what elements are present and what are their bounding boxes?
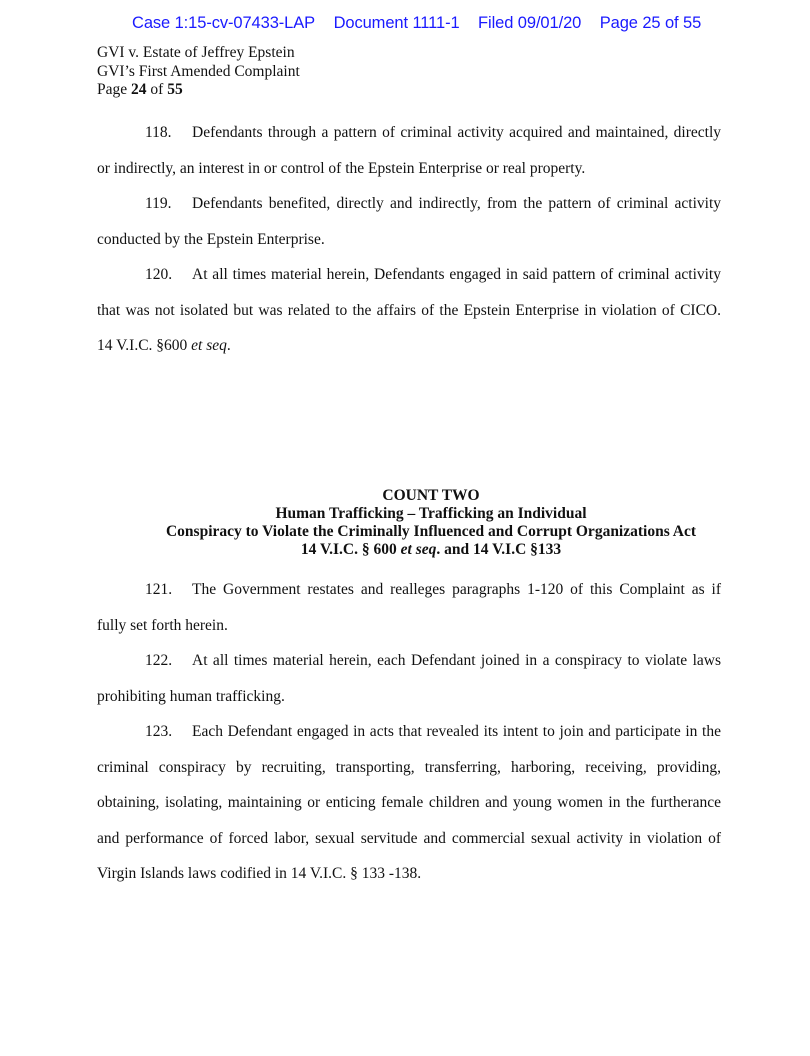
filing-page-number: Page 25 of 55 bbox=[599, 14, 702, 32]
filing-stamp-header bbox=[132, 14, 701, 33]
count-subtitle: Human Trafficking – Trafficking an Individual bbox=[275, 505, 587, 522]
paragraph-number: 123. bbox=[145, 723, 173, 740]
paragraph-120: 120. At all times material herein, Defendants engaged in said pattern of criminal activity that was not isolated but was related to the affairs of the Epstein Enterprise in violation of CICO. 14 V.I.C. §600 et seq. bbox=[97, 257, 721, 364]
paragraph-122: 122. At all times material herein, each Defendant joined in a conspiracy to violate laws prohibiting human trafficking. bbox=[97, 643, 721, 714]
paragraphs-121-123 bbox=[97, 572, 721, 892]
count-statute-citation: 14 V.I.C. § 600 et seq. and 14 V.I.C §133 bbox=[300, 541, 562, 558]
paragraph-number: 120. bbox=[145, 266, 173, 283]
caption-page-number: Page 24 of 55 bbox=[97, 81, 183, 98]
paragraph-119: 119. Defendants benefited, directly and indirectly, from the pattern of criminal activity conducted by the Epstein Enterprise. bbox=[97, 186, 721, 257]
paragraph-number: 119. bbox=[145, 195, 172, 212]
document-number: Document 1111-1 bbox=[333, 14, 460, 32]
paragraph-number: 121. bbox=[145, 581, 173, 598]
paragraph-121: 121. The Government restates and realleges paragraphs 1-120 of this Complaint as if fully set forth herein. bbox=[97, 572, 721, 643]
caption-case-title: GVI v. Estate of Jeffrey Epstein bbox=[97, 44, 295, 61]
paragraph-118: 118. Defendants through a pattern of criminal activity acquired and maintained, directly or indirectly, an interest in or control of the Epstein Enterprise or real property. bbox=[97, 115, 721, 186]
count-two-heading bbox=[97, 487, 765, 559]
paragraphs-118-120 bbox=[97, 115, 721, 364]
caption-document-title: GVI’s First Amended Complaint bbox=[97, 62, 300, 80]
paragraph-123: 123. Each Defendant engaged in acts that revealed its intent to join and participate in the criminal conspiracy by recruiting, transporting, transferring, harboring, receiving, providing, obtaining, isolating, maintaining or enticing female children and young women in the furtherance and performance of forced labor, sexual servitude and commercial sexual activity in violation of Virgin Islands laws codified in 14 V.I.C. § 133 -138. bbox=[97, 714, 721, 892]
paragraph-number: 118. bbox=[145, 124, 172, 141]
case-number: Case 1:15-cv-07433-LAP bbox=[132, 14, 316, 32]
document-caption bbox=[97, 44, 300, 100]
count-statute-description: Conspiracy to Violate the Criminally Influenced and Corrupt Organizations Act bbox=[165, 523, 696, 540]
filed-date: Filed 09/01/20 bbox=[478, 14, 582, 32]
count-title: COUNT TWO bbox=[382, 487, 480, 504]
paragraph-number: 122. bbox=[145, 652, 173, 669]
